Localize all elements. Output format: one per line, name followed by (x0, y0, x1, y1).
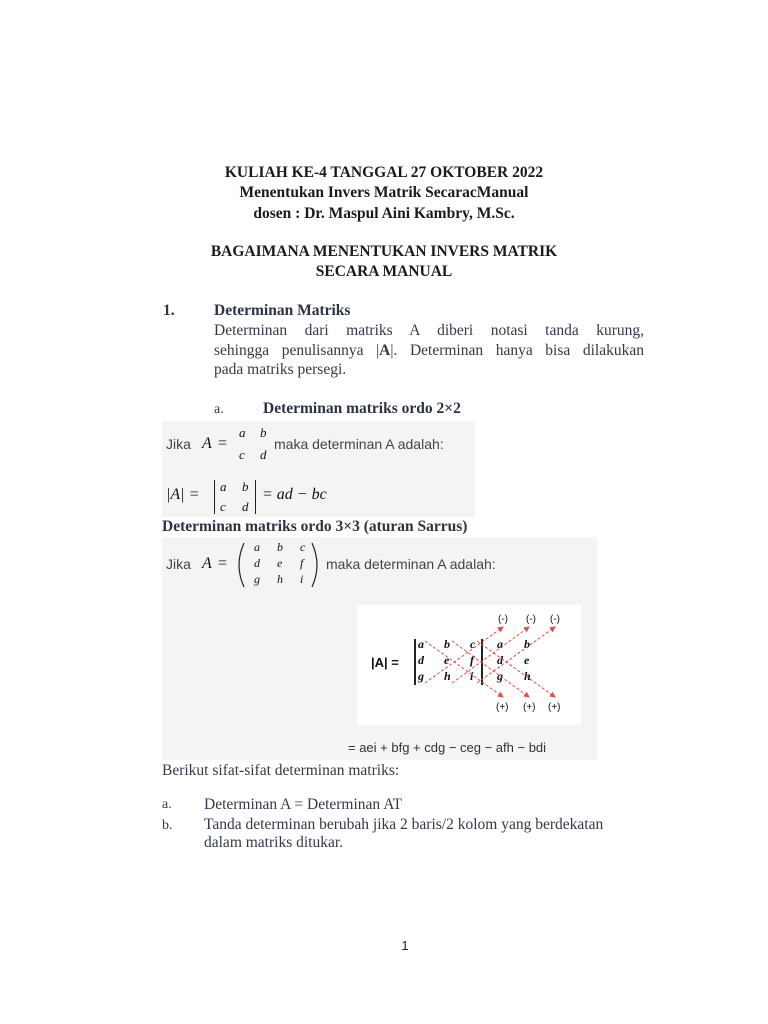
sarrus-ext-h: h (524, 669, 531, 683)
sarrus-det-label: |A| = (371, 655, 399, 670)
fig3-m-d: d (254, 556, 260, 570)
fig3-jika: Jika (166, 556, 191, 572)
section-number: 1. (163, 302, 175, 319)
minus-sign-2: (-) (526, 614, 536, 625)
main-title-line-1: BAGAIMANA MENENTUKAN INVERS MATRIK (210, 243, 558, 260)
fig2-det-b: b (242, 479, 249, 494)
sarrus-heading: Determinan matriks ordo 3×3 (aturan Sarrus) (162, 518, 468, 535)
sarrus-d: d (418, 653, 424, 667)
header-line-2: Menentukan Invers Matrik SecaracManual (239, 184, 529, 201)
fig3-m-f: f (300, 556, 304, 570)
sarrus-formula: = aei + bfg + cdg − ceg − afh − bdi (348, 740, 547, 755)
figure-2x2 (162, 421, 475, 517)
sarrus-ext-e: e (524, 653, 530, 667)
section-para-line-2: sehingga penulisannya |A|. Determinan hanya bisa dilakukan (214, 342, 644, 359)
fig3-m-b: b (277, 540, 283, 554)
fig3-eq: = (218, 555, 228, 572)
minus-sign-3: (-) (550, 614, 560, 625)
fig2-m-d: d (260, 447, 267, 462)
fig2-maka: maka determinan A adalah: (274, 436, 444, 452)
fig2-abs-lhs: |A| = (166, 486, 200, 503)
properties-intro: Berikut sifat-sifat determinan matriks: (162, 762, 400, 779)
sarrus-c: c (470, 637, 476, 651)
fig2-m-c: c (239, 447, 245, 462)
plus-sign-2: (+) (523, 702, 536, 713)
property-a-letter: a. (162, 797, 172, 812)
fig3-m-g: g (254, 572, 260, 586)
sarrus-g: g (418, 669, 424, 683)
sarrus-h: h (444, 669, 451, 683)
fig2-det-bar-right (255, 480, 256, 514)
section-title: Determinan Matriks (214, 302, 351, 319)
main-title-line-2: SECARA MANUAL (315, 263, 453, 280)
property-b-text-line-1: Tanda determinan berubah jika 2 baris/2 kolom yang berdekatan (204, 816, 604, 833)
fig2-m-a: a (239, 425, 246, 440)
sarrus-f: f (470, 653, 474, 667)
fig2-rhs: = ad − bc (262, 486, 327, 503)
sarrus-ext-g: g (497, 669, 503, 683)
fig3-m-i: i (300, 572, 304, 586)
fig3-a-var: A (202, 555, 212, 572)
sarrus-diagram (357, 605, 581, 725)
fig2-det-bar-left (214, 480, 215, 514)
fig3-maka: maka determinan A adalah: (326, 556, 496, 572)
plus-sign-3: (+) (548, 702, 561, 713)
fig3-m-c: c (300, 540, 306, 554)
subsection-title: Determinan matriks ordo 2×2 (263, 400, 461, 417)
sarrus-ext-a: a (497, 637, 503, 651)
fig2-eq: = (218, 435, 228, 452)
fig3-m-a: a (254, 540, 260, 554)
fig2-jika: Jika (166, 436, 191, 452)
header-line-1: KULIAH KE-4 TANGGAL 27 OKTOBER 2022 (224, 164, 544, 181)
fig2-a-var: A (202, 435, 212, 452)
header-line-3: dosen : Dr. Maspul Aini Kambry, M.Sc. (253, 205, 515, 222)
section-para-line-3: pada matriks persegi. (214, 361, 347, 378)
sarrus-i: i (470, 669, 474, 683)
sarrus-b: b (444, 637, 450, 651)
page-number: 1 (401, 938, 409, 953)
fig3-m-e: e (277, 556, 283, 570)
sarrus-ext-d: d (497, 653, 503, 667)
fig2-det-d: d (242, 499, 249, 514)
minus-sign-1: (-) (498, 614, 508, 625)
plus-sign-1: (+) (496, 702, 509, 713)
property-a-text: Determinan A = Determinan AT (204, 796, 403, 813)
fig2-det-a: a (220, 479, 227, 494)
figure-3x3 (162, 537, 597, 760)
sarrus-a: a (418, 637, 424, 651)
fig2-m-b: b (260, 425, 267, 440)
property-b-letter: b. (162, 818, 173, 833)
subsection-letter: a. (214, 402, 224, 417)
fig3-m-h: h (277, 572, 283, 586)
section-para-line-1: Determinan dari matriks A diberi notasi tanda kurung, (214, 322, 644, 339)
fig2-det-c: c (220, 499, 226, 514)
property-b-text-line-2: dalam matriks ditukar. (204, 834, 344, 851)
sarrus-ext-b: b (524, 637, 530, 651)
sarrus-e: e (444, 653, 450, 667)
